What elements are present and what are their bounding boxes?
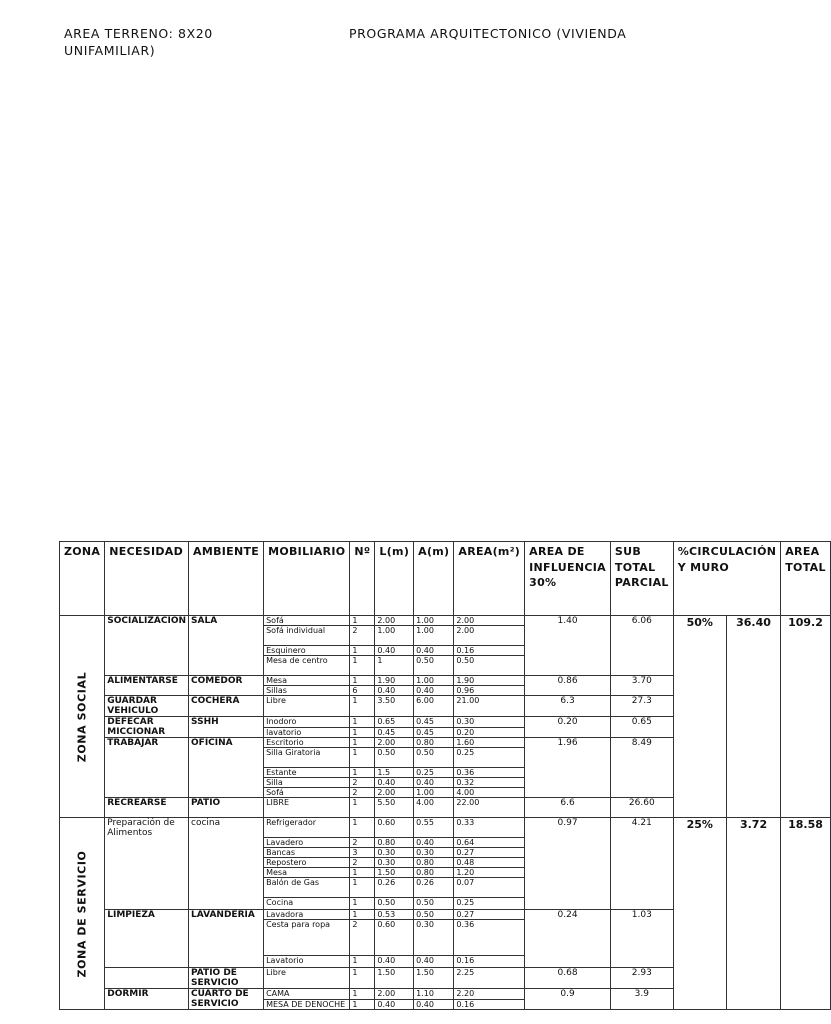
necesidad-cell: DEFECAR MICCIONAR [105, 717, 189, 738]
area-cell: 1.60 [454, 738, 525, 748]
col-header-subtotal: SUB TOTAL PARCIAL [610, 542, 673, 616]
ancho-cell: 0.45 [414, 727, 454, 738]
largo-cell: 0.50 [375, 748, 414, 768]
largo-cell: 0.45 [375, 727, 414, 738]
necesidad-cell: DORMIR [105, 989, 189, 1010]
cantidad-cell: 1 [350, 768, 375, 778]
cantidad-cell: 1 [350, 727, 375, 738]
mobiliario-cell: Estante [264, 768, 350, 778]
largo-cell: 0.26 [375, 878, 414, 898]
subtotal-cell: 26.60 [610, 798, 673, 818]
programa-table [59, 541, 831, 1010]
largo-cell: 0.65 [375, 717, 414, 728]
mobiliario-cell: lavatorio [264, 727, 350, 738]
area-cell: 1.20 [454, 868, 525, 878]
necesidad-cell: ALIMENTARSE [105, 676, 189, 696]
ambiente-cell: COCHERA [189, 696, 264, 717]
cantidad-cell: 1 [350, 956, 375, 968]
area-cell: 2.00 [454, 616, 525, 626]
mobiliario-cell: Sofá individual [264, 626, 350, 646]
table-row [60, 818, 831, 838]
zona-social-circulacion-pct: 50% [673, 616, 726, 818]
ancho-cell: 0.80 [414, 868, 454, 878]
col-header-mobiliario: MOBILIARIO [264, 542, 350, 616]
largo-cell: 1.90 [375, 676, 414, 686]
subtotal-cell: 27.3 [610, 696, 673, 717]
cantidad-cell: 1 [350, 968, 375, 989]
zona-social-label: ZONA SOCIAL [75, 671, 89, 762]
col-header-area: AREA(m²) [454, 542, 525, 616]
area-cell: 4.00 [454, 788, 525, 798]
area-cell: 0.36 [454, 920, 525, 956]
ambiente-cell: SALA [189, 616, 264, 676]
mobiliario-cell: Refrigerador [264, 818, 350, 838]
mobiliario-cell: Libre [264, 696, 350, 717]
area-influencia-cell: 0.20 [525, 717, 611, 738]
ancho-cell: 0.30 [414, 848, 454, 858]
ancho-cell: 1.00 [414, 626, 454, 646]
zona-servicio-circulacion-pct: 25% [673, 818, 726, 1010]
ancho-cell: 1.50 [414, 968, 454, 989]
subtotal-cell: 1.03 [610, 910, 673, 968]
ancho-cell: 1.00 [414, 616, 454, 626]
area-influencia-cell: 0.97 [525, 818, 611, 910]
table-header-row [60, 542, 831, 616]
cantidad-cell: 1 [350, 748, 375, 768]
ancho-cell: 4.00 [414, 798, 454, 818]
necesidad-cell: RECREARSE [105, 798, 189, 818]
largo-cell: 0.80 [375, 838, 414, 848]
area-cell: 0.33 [454, 818, 525, 838]
ancho-cell: 1.10 [414, 989, 454, 1000]
ambiente-cell: cocina [189, 818, 264, 910]
cantidad-cell: 1 [350, 738, 375, 748]
cantidad-cell: 1 [350, 717, 375, 728]
necesidad-cell: Preparación de Alimentos [105, 818, 189, 910]
table-row [60, 616, 831, 626]
col-header-ambiente: AMBIENTE [189, 542, 264, 616]
area-cell: 0.32 [454, 778, 525, 788]
mobiliario-cell: Silla [264, 778, 350, 788]
area-cell: 0.25 [454, 898, 525, 910]
area-cell: 2.20 [454, 989, 525, 1000]
cantidad-cell: 3 [350, 848, 375, 858]
col-header-necesidad: NECESIDAD [105, 542, 189, 616]
ambiente-cell: PATIO [189, 798, 264, 818]
area-cell: 0.36 [454, 768, 525, 778]
cantidad-cell: 2 [350, 626, 375, 646]
cantidad-cell: 2 [350, 858, 375, 868]
ancho-cell: 0.25 [414, 768, 454, 778]
ancho-cell: 0.80 [414, 858, 454, 868]
ambiente-cell: LAVANDERIA [189, 910, 264, 968]
largo-cell: 0.30 [375, 848, 414, 858]
largo-cell: 0.40 [375, 686, 414, 696]
area-cell: 0.27 [454, 910, 525, 920]
largo-cell: 0.40 [375, 999, 414, 1010]
mobiliario-cell: CAMA [264, 989, 350, 1000]
area-cell: 0.16 [454, 646, 525, 656]
ancho-cell: 0.30 [414, 920, 454, 956]
largo-cell: 5.50 [375, 798, 414, 818]
largo-cell: 1.00 [375, 626, 414, 646]
mobiliario-cell: Libre [264, 968, 350, 989]
ancho-cell: 0.55 [414, 818, 454, 838]
mobiliario-cell: Mesa [264, 868, 350, 878]
table-body [60, 616, 831, 1010]
ancho-cell: 0.40 [414, 686, 454, 696]
subtotal-cell: 0.65 [610, 717, 673, 738]
mobiliario-cell: Escritorio [264, 738, 350, 748]
cantidad-cell: 2 [350, 838, 375, 848]
mobiliario-cell: Silla Giratoria [264, 748, 350, 768]
mobiliario-cell: Lavadora [264, 910, 350, 920]
subtotal-cell: 3.9 [610, 989, 673, 1010]
ancho-cell: 0.45 [414, 717, 454, 728]
mobiliario-cell: Cocina [264, 898, 350, 910]
ancho-cell: 0.50 [414, 748, 454, 768]
ancho-cell: 0.40 [414, 778, 454, 788]
mobiliario-cell: Esquinero [264, 646, 350, 656]
area-terreno-label: AREA TERRENO: 8X20 [64, 26, 213, 41]
area-cell: 0.48 [454, 858, 525, 868]
area-influencia-cell: 1.96 [525, 738, 611, 798]
col-header-a: A(m) [414, 542, 454, 616]
area-cell: 22.00 [454, 798, 525, 818]
area-cell: 21.00 [454, 696, 525, 717]
largo-cell: 0.40 [375, 646, 414, 656]
cantidad-cell: 2 [350, 778, 375, 788]
largo-cell: 2.00 [375, 616, 414, 626]
necesidad-cell: SOCIALIZACION [105, 616, 189, 676]
area-cell: 0.25 [454, 748, 525, 768]
area-cell: 0.96 [454, 686, 525, 696]
mobiliario-cell: Sofá [264, 788, 350, 798]
largo-cell: 0.60 [375, 920, 414, 956]
zona-servicio-circulacion-val: 3.72 [726, 818, 780, 1010]
ancho-cell: 0.40 [414, 646, 454, 656]
necesidad-cell [105, 968, 189, 989]
area-cell: 0.64 [454, 838, 525, 848]
cantidad-cell: 1 [350, 696, 375, 717]
col-header-zona: ZONA [60, 542, 105, 616]
largo-cell: 0.40 [375, 956, 414, 968]
largo-cell: 1.50 [375, 968, 414, 989]
col-header-area-influencia: AREA DE INFLUENCIA 30% [525, 542, 611, 616]
mobiliario-cell: Sillas [264, 686, 350, 696]
cantidad-cell: 1 [350, 898, 375, 910]
largo-cell: 0.50 [375, 898, 414, 910]
zona-servicio-area-total: 18.58 [781, 818, 831, 1010]
ancho-cell: 1.00 [414, 676, 454, 686]
mobiliario-cell: Inodoro [264, 717, 350, 728]
largo-cell: 3.50 [375, 696, 414, 717]
largo-cell: 2.00 [375, 738, 414, 748]
ancho-cell: 0.40 [414, 956, 454, 968]
cantidad-cell: 2 [350, 920, 375, 956]
subtotal-cell: 8.49 [610, 738, 673, 798]
zona-social-circulacion-val: 36.40 [726, 616, 780, 818]
area-influencia-cell: 0.9 [525, 989, 611, 1010]
area-cell: 0.50 [454, 656, 525, 676]
ancho-cell: 0.80 [414, 738, 454, 748]
cantidad-cell: 1 [350, 656, 375, 676]
area-influencia-cell: 0.86 [525, 676, 611, 696]
mobiliario-cell: Balón de Gas [264, 878, 350, 898]
cantidad-cell: 1 [350, 989, 375, 1000]
largo-cell: 1.50 [375, 868, 414, 878]
col-header-l: L(m) [375, 542, 414, 616]
largo-cell: 1 [375, 656, 414, 676]
subtotal-cell: 3.70 [610, 676, 673, 696]
mobiliario-cell: Bancas [264, 848, 350, 858]
cantidad-cell: 1 [350, 999, 375, 1010]
area-cell: 0.07 [454, 878, 525, 898]
area-cell: 2.25 [454, 968, 525, 989]
area-cell: 0.20 [454, 727, 525, 738]
ambiente-cell: COMEDOR [189, 676, 264, 696]
ambiente-cell: PATIO DE SERVICIO [189, 968, 264, 989]
ancho-cell: 0.50 [414, 898, 454, 910]
mobiliario-cell: Sofá [264, 616, 350, 626]
mobiliario-cell: LIBRE [264, 798, 350, 818]
cantidad-cell: 1 [350, 878, 375, 898]
mobiliario-cell: Repostero [264, 858, 350, 868]
cantidad-cell: 1 [350, 676, 375, 686]
cantidad-cell: 6 [350, 686, 375, 696]
subtotal-cell: 2.93 [610, 968, 673, 989]
col-header-area-total: AREA TOTAL [781, 542, 831, 616]
cantidad-cell: 1 [350, 616, 375, 626]
mobiliario-cell: Mesa [264, 676, 350, 686]
necesidad-cell: GUARDAR VEHICULO [105, 696, 189, 717]
largo-cell: 0.60 [375, 818, 414, 838]
area-cell: 0.27 [454, 848, 525, 858]
mobiliario-cell: Mesa de centro [264, 656, 350, 676]
mobiliario-cell: Cesta para ropa [264, 920, 350, 956]
area-influencia-cell: 0.24 [525, 910, 611, 968]
subtotal-cell: 6.06 [610, 616, 673, 676]
largo-cell: 2.00 [375, 989, 414, 1000]
ancho-cell: 1.00 [414, 788, 454, 798]
area-influencia-cell: 0.68 [525, 968, 611, 989]
cantidad-cell: 1 [350, 910, 375, 920]
area-influencia-cell: 1.40 [525, 616, 611, 676]
ancho-cell: 0.50 [414, 656, 454, 676]
mobiliario-cell: Lavatorio [264, 956, 350, 968]
cantidad-cell: 1 [350, 646, 375, 656]
largo-cell: 0.40 [375, 778, 414, 788]
area-influencia-cell: 6.3 [525, 696, 611, 717]
cantidad-cell: 1 [350, 818, 375, 838]
necesidad-cell: LIMPIEZA [105, 910, 189, 968]
ancho-cell: 0.50 [414, 910, 454, 920]
col-header-circulacion: %CIRCULACIÓN Y MURO [673, 542, 781, 616]
col-header-n: Nº [350, 542, 375, 616]
cantidad-cell: 1 [350, 868, 375, 878]
zona-servicio-cell [60, 818, 105, 1010]
area-influencia-cell: 6.6 [525, 798, 611, 818]
zona-social-area-total: 109.2 [781, 616, 831, 818]
area-cell: 1.90 [454, 676, 525, 686]
largo-cell: 2.00 [375, 788, 414, 798]
ambiente-cell: OFICINA [189, 738, 264, 798]
subtotal-cell: 4.21 [610, 818, 673, 910]
zona-servicio-label: ZONA DE SERVICIO [75, 850, 89, 977]
ancho-cell: 0.40 [414, 838, 454, 848]
largo-cell: 1.5 [375, 768, 414, 778]
cantidad-cell: 1 [350, 798, 375, 818]
area-cell: 0.30 [454, 717, 525, 728]
ancho-cell: 0.26 [414, 878, 454, 898]
area-cell: 2.00 [454, 626, 525, 646]
zona-social-cell [60, 616, 105, 818]
ambiente-cell: CUARTO DE SERVICIO [189, 989, 264, 1010]
programa-title-continued: UNIFAMILIAR) [64, 43, 156, 58]
cantidad-cell: 2 [350, 788, 375, 798]
area-cell: 0.16 [454, 956, 525, 968]
ancho-cell: 6.00 [414, 696, 454, 717]
necesidad-cell: TRABAJAR [105, 738, 189, 798]
largo-cell: 0.53 [375, 910, 414, 920]
ambiente-cell: SSHH [189, 717, 264, 738]
programa-title: PROGRAMA ARQUITECTONICO (VIVIENDA [349, 26, 627, 41]
largo-cell: 0.30 [375, 858, 414, 868]
mobiliario-cell: Lavadero [264, 838, 350, 848]
mobiliario-cell: MESA DE DENOCHE [264, 999, 350, 1010]
area-cell: 0.16 [454, 999, 525, 1010]
ancho-cell: 0.40 [414, 999, 454, 1010]
